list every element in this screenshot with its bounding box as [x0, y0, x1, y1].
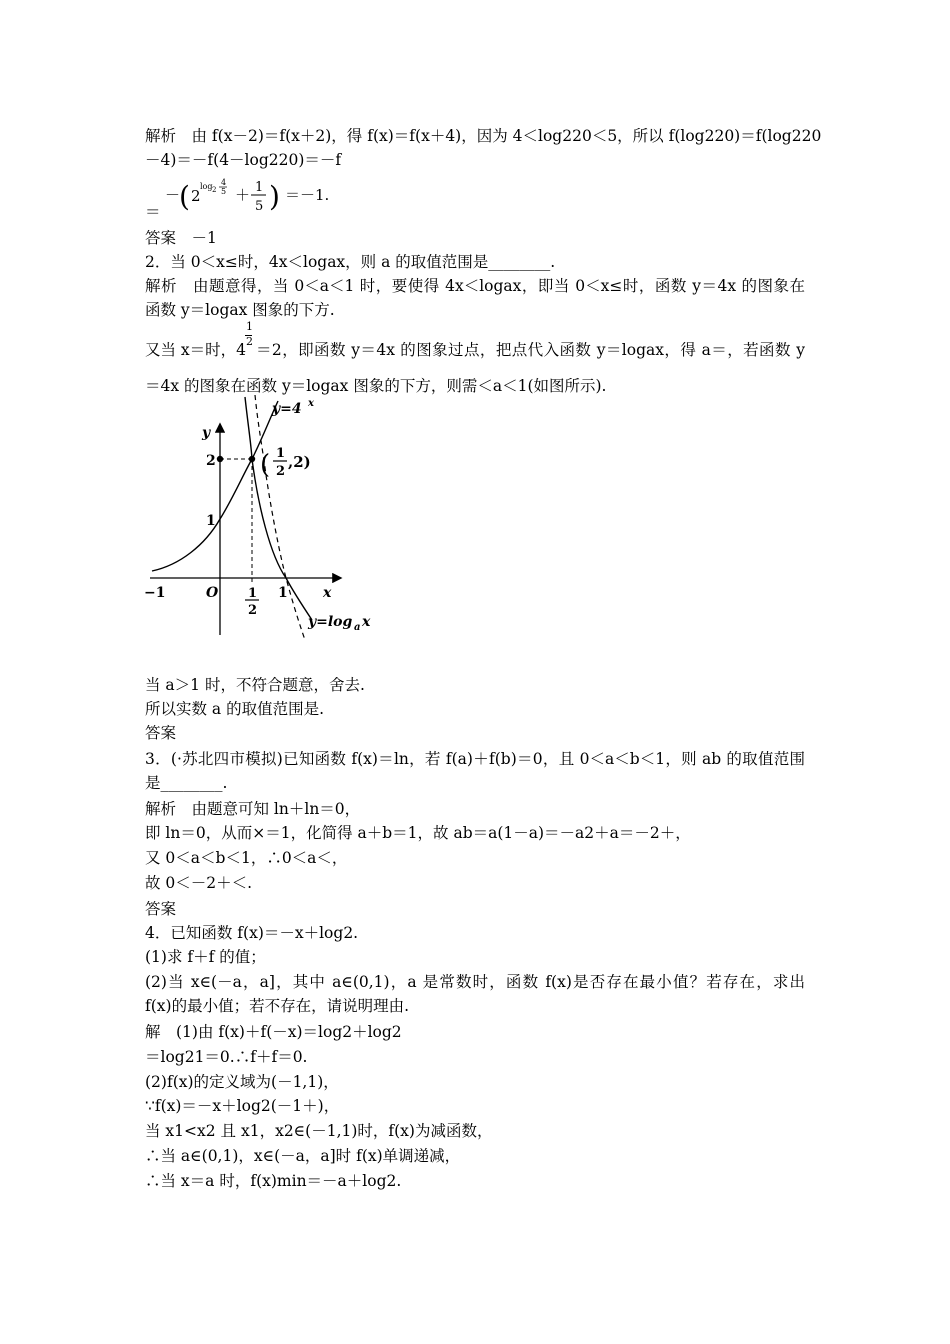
text-line: ＝log21＝0.∴f＋f＝0.: [145, 1048, 308, 1066]
log-curve-sub: a: [354, 622, 361, 633]
exp-curve-sup: x: [308, 398, 314, 409]
text-line: 即 ln＝0，从而×＝1，化简得 a＋b＝1，故 ab＝a(1－a)＝－a2＋a＝－2＋，: [145, 824, 691, 842]
formula-image: [145, 176, 365, 216]
point-y2: [217, 456, 223, 462]
formula-exp-sub: 2: [212, 186, 217, 194]
formula-frac-num: 1: [255, 180, 264, 195]
text-line: 答案 －1: [145, 229, 217, 247]
formula-exp-den: 5: [221, 187, 227, 196]
text-line: f(x)的最小值；若不存在，请说明理由.: [145, 997, 410, 1015]
function-graph: [140, 395, 400, 650]
label-origin: O: [206, 585, 219, 601]
exponent-num: 1: [246, 320, 253, 333]
formula-exp-log: log: [200, 182, 213, 191]
text-line: ∴当 a∈(0,1)，x∈(－a，a]时 f(x)单调递减，: [145, 1147, 461, 1165]
text-line: 又 0＜a＜b＜1，∴0＜a＜，: [145, 849, 348, 867]
formula-frac-den: 5: [255, 199, 264, 214]
text-line: 解 (1)由 f(x)＋f(－x)＝log2＋log2: [145, 1023, 402, 1041]
text-line: ∵f(x)＝－x＋log2(－1＋)，: [145, 1097, 340, 1115]
text-line: 当 a＞1 时，不符合题意，舍去.: [145, 676, 365, 694]
point-den: 2: [276, 464, 286, 479]
point-paren: (: [260, 450, 271, 480]
text-line: 3．(·苏北四市模拟)已知函数 f(x)＝ln，若 f(a)＋f(b)＝0，且 0＜a＜b＜1，则 ab 的取值范围: [145, 750, 805, 768]
tick-y-2: 2: [206, 453, 216, 469]
text-line: 解析 由 f(x－2)＝f(x＋2)，得 f(x)＝f(x＋4)，因为 4＜log220＜5，所以 f(log220)＝f(log220: [145, 127, 822, 145]
text-line: 答案: [145, 724, 177, 742]
formula-exp-num: 4: [221, 178, 227, 187]
text-line: (2)f(x)的定义域为(－1,1)，: [145, 1073, 339, 1091]
tick-half-num: 1: [248, 586, 258, 601]
exponent-den: 2: [246, 335, 253, 348]
text-line: ∴当 x＝a 时，f(x)min＝－a＋log2.: [145, 1172, 402, 1190]
intersection-point: [249, 456, 255, 462]
formula-plus: ＋: [235, 186, 251, 204]
text-line: 所以实数 a 的取值范围是.: [145, 700, 325, 718]
text-line: ＝2，即函数 y＝4x 的图象过点，把点代入函数 y＝logax，得 a＝，若函数 y: [256, 341, 805, 359]
text-line: 函数 y＝logax 图象的下方.: [145, 301, 335, 319]
paren-right: ): [269, 180, 280, 213]
label-x: x: [323, 585, 332, 601]
text-line: 又当 x＝时，4: [145, 341, 247, 359]
text-line: 答案: [145, 900, 177, 918]
text-line: (1)求 f＋f 的值；: [145, 948, 266, 966]
point-rest: ,2): [288, 453, 311, 471]
text-line: 是________.: [145, 774, 228, 792]
tick-half-den: 2: [248, 603, 258, 618]
paren-left: (: [179, 180, 190, 213]
point-num: 1: [276, 446, 286, 461]
text-line: 2．当 0＜x≤时，4x＜logax，则 a 的取值范围是________.: [145, 253, 556, 271]
text-line: －4)＝－f(4－log220)＝－f: [145, 151, 342, 169]
log-curve-x: x: [362, 614, 371, 630]
log-curve-label: y=log: [308, 614, 353, 630]
tick-y-1: 1: [206, 513, 216, 529]
text-line: 解析 由题意可知 ln＋ln＝0，: [145, 800, 361, 818]
text-line: 4．已知函数 f(x)＝－x＋log2.: [145, 924, 359, 942]
exp-curve-label: y=4: [272, 401, 302, 417]
text-line: 当 x1<x2 且 x1，x2∈(－1,1)时，f(x)为减函数，: [145, 1122, 493, 1140]
formula-minus: －: [165, 186, 181, 204]
text-line: 故 0＜－2＋＜.: [145, 874, 253, 892]
formula-base: 2: [191, 187, 201, 205]
text-line: 解析 由题意得，当 0＜a＜1 时，要使得 4x＜logax，即当 0＜x≤时，函数 y＝4x 的图象在: [145, 277, 805, 295]
text-line: ＝4x 的图象在函数 y＝logax 图象的下方，则需＜a＜1(如图所示).: [145, 377, 607, 395]
formula-rhs: ＝－1.: [285, 186, 330, 204]
label-y: y: [202, 425, 211, 441]
text-line: ＝: [145, 203, 161, 221]
text-line: (2)当 x∈(－a，a]，其中 a∈(0,1)，a 是常数时，函数 f(x)是否存在最小值？若存在，求出: [145, 973, 805, 991]
tick-x-1: 1: [278, 585, 288, 601]
tick-x-neg1: −1: [144, 585, 166, 601]
